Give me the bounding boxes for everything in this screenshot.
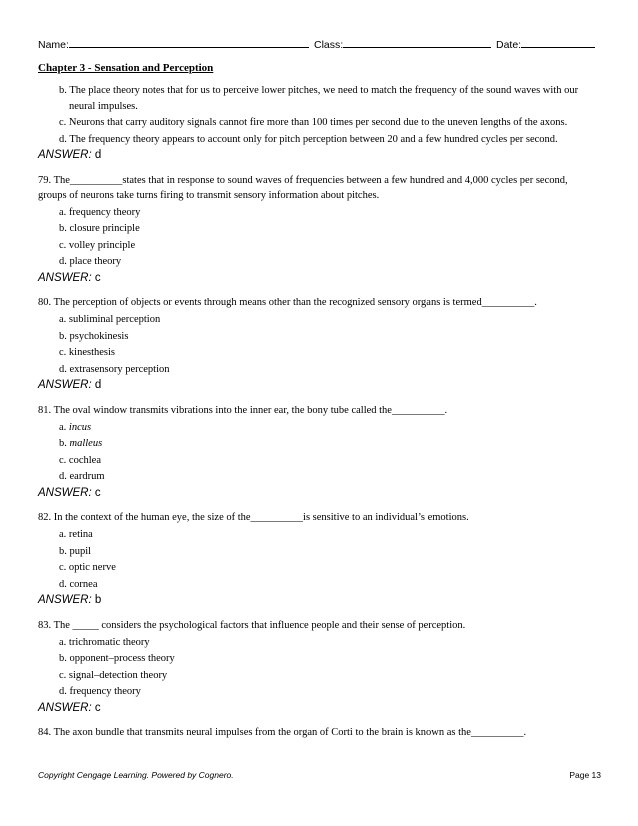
option-text: kinesthesis (68, 347, 116, 358)
option-letter: b. (59, 438, 67, 449)
question-number: 84. (38, 727, 52, 738)
question-number: 81. (38, 404, 52, 416)
option-letter: d. (59, 578, 67, 590)
question-stem (38, 173, 598, 203)
answer-option (38, 560, 598, 576)
option-letter: b. (59, 223, 67, 234)
question-block (38, 173, 598, 287)
option-text: place theory (69, 256, 122, 267)
answer-key (38, 148, 598, 164)
answer-label: ANSWER: (38, 486, 92, 499)
class-blank (343, 37, 491, 48)
option-text: frequency theory (68, 206, 141, 218)
answer-option (38, 221, 598, 237)
answer-option (38, 436, 598, 452)
option-letter: d. (59, 363, 67, 375)
answer-label: ANSWER: (38, 271, 92, 284)
question-stem (38, 295, 598, 310)
option-text: incus (68, 421, 92, 433)
answer-option (38, 577, 598, 593)
answer-option (38, 329, 598, 345)
answer-option (38, 420, 598, 436)
answer-value: c (94, 701, 101, 714)
option-text: opponent–process theory (69, 653, 175, 664)
carryover-question (38, 83, 598, 164)
answer-value: d (94, 149, 102, 161)
answer-option (38, 635, 598, 651)
option-text: optic nerve (68, 562, 116, 573)
option-letter: d. (59, 471, 67, 482)
option-text: volley principle (68, 239, 136, 251)
chapter-title: Chapter 3 - Sensation and Perception (38, 62, 214, 74)
option-letter: c. (59, 669, 67, 681)
question-text: The axon bundle that transmits neural impulses from the organ of Corti to the brain is known as the__________. (53, 727, 527, 738)
question-text: The perception of objects or events through means other than the recognized sensory organs is termed__________. (53, 297, 537, 308)
option-text: pupil (69, 545, 92, 557)
option-letter: c. (59, 562, 67, 573)
option-text: extrasensory perception (69, 363, 170, 375)
answer-option (38, 527, 598, 543)
answer-option (38, 238, 598, 254)
question-block (38, 403, 598, 502)
option-text: Neurons that carry auditory signals cannot fire more than 100 times per second due to the uneven lengths of the axons. (68, 117, 568, 128)
option-text: trichromatic theory (68, 636, 150, 648)
question-number: 79. (38, 174, 52, 186)
answer-option (38, 684, 598, 700)
answer-option (38, 205, 598, 221)
option-text: psychokinesis (69, 330, 129, 342)
option-text: retina (68, 529, 93, 540)
question-stem (38, 618, 598, 633)
date-blank (521, 37, 595, 48)
question-number: 83. (38, 619, 52, 631)
question-text: In the context of the human eye, the size of the__________is sensitive to an individual’s emotions. (53, 512, 469, 523)
question-block (38, 295, 598, 394)
option-text: frequency theory (69, 686, 141, 697)
option-text: The place theory notes that for us to perceive lower pitches, we need to match the frequency of the sound waves with our neural impulses. (69, 85, 579, 112)
copyright-footer: Copyright Cengage Learning. Powered by Cognero. (38, 770, 234, 780)
answer-key (38, 701, 598, 717)
answer-option (38, 453, 598, 469)
option-letter: d. (59, 686, 67, 697)
name-label: Name: (38, 39, 69, 51)
answer-key (38, 593, 598, 609)
answer-option (38, 115, 598, 131)
answer-value: c (94, 271, 101, 284)
answer-option (38, 651, 598, 667)
option-letter: c. (59, 117, 67, 128)
page-number: Page 13 (569, 770, 601, 780)
question-stem (38, 403, 598, 418)
option-letter: b. (59, 545, 67, 557)
option-letter: d. (59, 256, 67, 267)
question-number: 80. (38, 297, 52, 308)
option-text: closure principle (69, 223, 140, 234)
option-letter: a. (59, 314, 67, 325)
question-text: The oval window transmits vibrations into the inner ear, the bony tube called the__________. (53, 404, 448, 416)
answer-key (38, 271, 598, 287)
option-letter: d. (59, 133, 67, 145)
option-text: The frequency theory appears to account only for pitch perception between 20 and a few hundred cycles per second. (69, 133, 558, 145)
option-letter: b. (59, 653, 67, 664)
answer-key (38, 378, 598, 394)
option-text: cochlea (68, 454, 101, 466)
name-field (38, 37, 309, 51)
answer-option (38, 668, 598, 684)
question-number: 82. (38, 512, 52, 523)
question-block (38, 725, 598, 740)
answer-label: ANSWER: (38, 701, 92, 714)
answer-value: d (94, 379, 102, 391)
answer-option (38, 345, 598, 361)
option-letter: a. (59, 636, 67, 648)
date-label: Date: (496, 39, 522, 51)
answer-label: ANSWER: (38, 149, 92, 161)
question-text: The__________states that in response to sound waves of frequencies between a few hundred and 4,000 cycles per second, groups of neurons take turns firing to transmit sensory information about pitches. (38, 174, 568, 201)
question-text: The _____ considers the psychological factors that influence people and their sense of perception. (53, 619, 466, 631)
question-stem (38, 725, 598, 740)
option-text: cornea (69, 578, 98, 590)
option-letter: c. (59, 347, 67, 358)
class-field (314, 37, 491, 51)
answer-label: ANSWER: (38, 379, 92, 391)
option-letter: c. (59, 454, 67, 466)
question-list (38, 83, 598, 742)
question-block (38, 510, 598, 609)
question-block (38, 618, 598, 717)
answer-value: c (94, 486, 101, 499)
option-text: malleus (69, 438, 103, 449)
option-text: subliminal perception (68, 314, 161, 325)
date-field (496, 37, 595, 51)
answer-option (38, 544, 598, 560)
answer-label: ANSWER: (38, 594, 92, 606)
option-letter: a. (59, 529, 67, 540)
option-letter: b. (59, 330, 67, 342)
option-letter: b. (59, 85, 67, 96)
answer-option (38, 83, 598, 114)
class-label: Class: (314, 39, 344, 51)
name-blank (69, 37, 309, 48)
option-letter: a. (59, 421, 67, 433)
answer-option (38, 312, 598, 328)
question-stem (38, 510, 598, 525)
answer-option (38, 254, 598, 270)
option-letter: a. (59, 206, 67, 218)
option-text: eardrum (69, 471, 105, 482)
option-letter: c. (59, 239, 67, 251)
answer-option (38, 469, 598, 485)
answer-key (38, 486, 598, 502)
option-text: signal–detection theory (68, 669, 168, 681)
answer-value: b (94, 594, 102, 606)
answer-option (38, 362, 598, 378)
answer-option (38, 132, 598, 148)
